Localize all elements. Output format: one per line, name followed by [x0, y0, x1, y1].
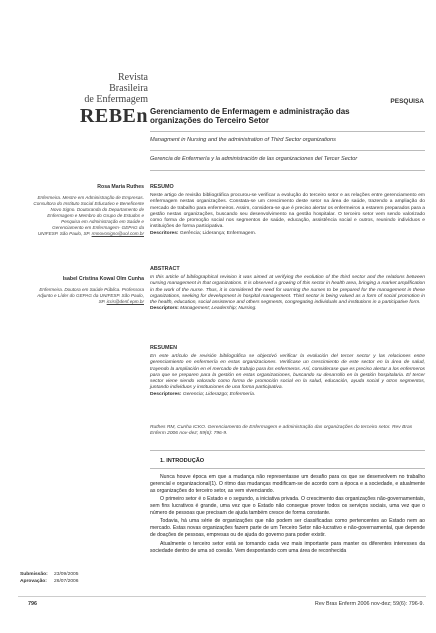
article-title: Gerenciamento de Enfermagem e administração das organizações do Terceiro Setor: [150, 107, 350, 125]
intro-paragraph: O primeiro setor é o Estado e o segundo, a iniciativa privada. O crescimento das organizações não-governamentais, sem fins lucrativos é grande, uma vez que o Estado não consegue prover todos os serviços sociais, uma vez que o número de pessoas que precisam de ajuda também cresce de forma constante.: [150, 496, 425, 517]
author-name: Isabel Cristina Kowal Olm Cunha: [62, 276, 144, 282]
keywords-label: Descriptores:: [150, 391, 182, 397]
date-label: Aprovação:: [20, 578, 47, 584]
journal-line-1: Revista: [118, 72, 148, 83]
author-bio-text: Enfermeira. Mestre em Administração de Empresas. Consultora do Instituto Social Educativo e Beneficente Novo Signo. Doutoranda do Departamento de Enfermagem e Membro do Grupo de Estudos e Pesquisa em Administração em Saúde e Gerenciamento em Enfermagem- GEPAG da UNIFESP. São Paulo, SP.: [33, 195, 144, 236]
footer-divider: [18, 596, 426, 597]
date-value: 26/07/2006: [54, 578, 79, 584]
intro-body: [150, 474, 425, 556]
author-bio-text: Enfermeira. Doutora em Saúde Pública. Professora Adjunto e Líder do GEPAG da UNIFESP. São Paulo, SP.: [37, 287, 144, 304]
journal-line-3: de Enfermagem: [84, 94, 148, 105]
intro-heading: 1. INTRODUÇÃO: [160, 458, 205, 464]
resumen-heading: RESUMEN: [150, 345, 177, 351]
resumo-body: Neste artigo de revisão bibliográfica procurou-se verificar a evolução do terceiro setor e as relações entre gerenciamento em enfermagem nestas organizações. Constata-se um crescimento deste setor na área de saúde, trazendo a ampliação do mercado de trabalho para enfermeiros. Assim, considera-se que é preciso alertar os enfermeiros a estarem preparados para a gestão nestas organizações, buscando seu desenvolvimento na gestão hospitalar. O terceiro setor vem sendo valorizado como forma de promoção social nos segmentos de saúde, educação, assistência social e outros, reunindo indivíduos e instituições de forma participativa.: [150, 193, 425, 230]
date-label: Submissão:: [20, 572, 48, 577]
citation: Ruthes RM, Cunha ICKO. Gerenciamento de Enfermagem e administração das organizações do terceiro setor. Rev Bras Enferm 2006 nov-dez; 59(6): 796-9.: [150, 425, 413, 437]
author-bio: [32, 287, 144, 305]
intro-divider: [150, 468, 425, 469]
submission-dates: [20, 572, 78, 585]
resumen-text: [150, 354, 425, 398]
date-value: 23/09/2005: [54, 572, 79, 577]
resumo-text: [150, 193, 425, 237]
section-label: PESQUISA: [390, 98, 424, 105]
author-email-link[interactable]: rmnovosigno@uol.com.br: [91, 231, 144, 236]
footer-reference: Rev Bras Enferm 2006 nov-dez; 59(6): 796-9.: [314, 601, 424, 607]
resumo-heading: RESUMO: [150, 184, 174, 190]
journal-line-2: Brasileira: [109, 83, 148, 94]
abstract-text: [150, 275, 425, 313]
intro-divider: [150, 450, 425, 451]
title-divider: [150, 170, 425, 171]
intro-paragraph: Todavia, há uma série de organizações que não podem ser classificadas como pertencentes ao Estado nem ao mercado. Estas novas organizações fazem parte de um Terceiro Setor não-lucrativo e não-governamental, que depende de doações de pessoas, empresas ou de ajuda do governo para poder existir.: [150, 518, 425, 539]
title-divider: [150, 150, 425, 151]
keywords-label: Descriptors:: [150, 306, 179, 312]
abstract-heading: ABSTRACT: [150, 266, 180, 272]
author-bio: [32, 195, 144, 237]
intro-paragraph: Atualmente o terceiro setor está se tornando cada vez mais importante para manter os diferentes interesses da sociedade dentro de uma só coesão. Vem despontando com uma área de reconhecida: [150, 540, 425, 554]
abstract-body: In this article of bibliographical revision it was aimed at verifying the evolution of the third sector and the relations between nursing management in that organizations. It is observed a growing of this sector in health area, bringing a market amplification in the work of the nurse. Thus, it is considered the need for warning the nurses to be prepared for the management in these organizations, seeking for development in hospital management. Third sector is being valued as a form of social promotion in the health, education, social assistence and others segments, congregating individuals and institutions in a participative form.: [150, 275, 425, 306]
title-spanish: Gerencia de Enfermería y la administración de las organizaciones del Tercer Sector: [150, 156, 358, 162]
keywords: Gerencia; Liderazgo; Enfermería.: [182, 391, 256, 397]
title-english: Managment in Nursing and the administration of Third Sector organizations: [150, 137, 336, 143]
keywords-label: Descritores:: [150, 230, 179, 236]
resumen-body: En este artículo de revisión bibliográfica se objectivó verificar la evolución del tercer sector y las relaciones entre gerenciamiento en enfermería en estas organizaciones. Verificase un crescimiento de este sector en la área de salud, trayendo la ampliación en el mercado de trabajo para los enfermeros. Así, considerase que es preciso alertar a los enfermeros para que se preparen para la gestión en estas organizaciones, buscando su desarrollo en la gestión hospitalaria. El tercer sector viene siendo valorado como forma de promoción social en la salud, educación, ayuda social y otros segmentos, juntando individuos y instituciones de una forma participativa.: [150, 354, 425, 391]
title-divider: [150, 131, 425, 132]
author-email-link[interactable]: icris@denf.epm.br: [106, 299, 144, 304]
author-name: Rosa Maria Ruthes: [97, 184, 144, 190]
intro-paragraph: Nunca houve época em que a mudança não representasse um desafio para os que se desenvolvem no trabalho gerencial e organizacional(1). O ritmo das mudanças modificam-se de acordo com a época e a sociedade, e atualmente as organizações do terceiro setor, as vem vivenciando.: [150, 474, 425, 494]
journal-logo: REBEn: [79, 105, 148, 127]
journal-title: [58, 72, 148, 127]
keywords: Gerência; Liderança; Enfermagem.: [179, 230, 257, 236]
keywords: Management; Leadership; Nursing.: [180, 306, 257, 312]
page-number: 796: [28, 601, 37, 607]
